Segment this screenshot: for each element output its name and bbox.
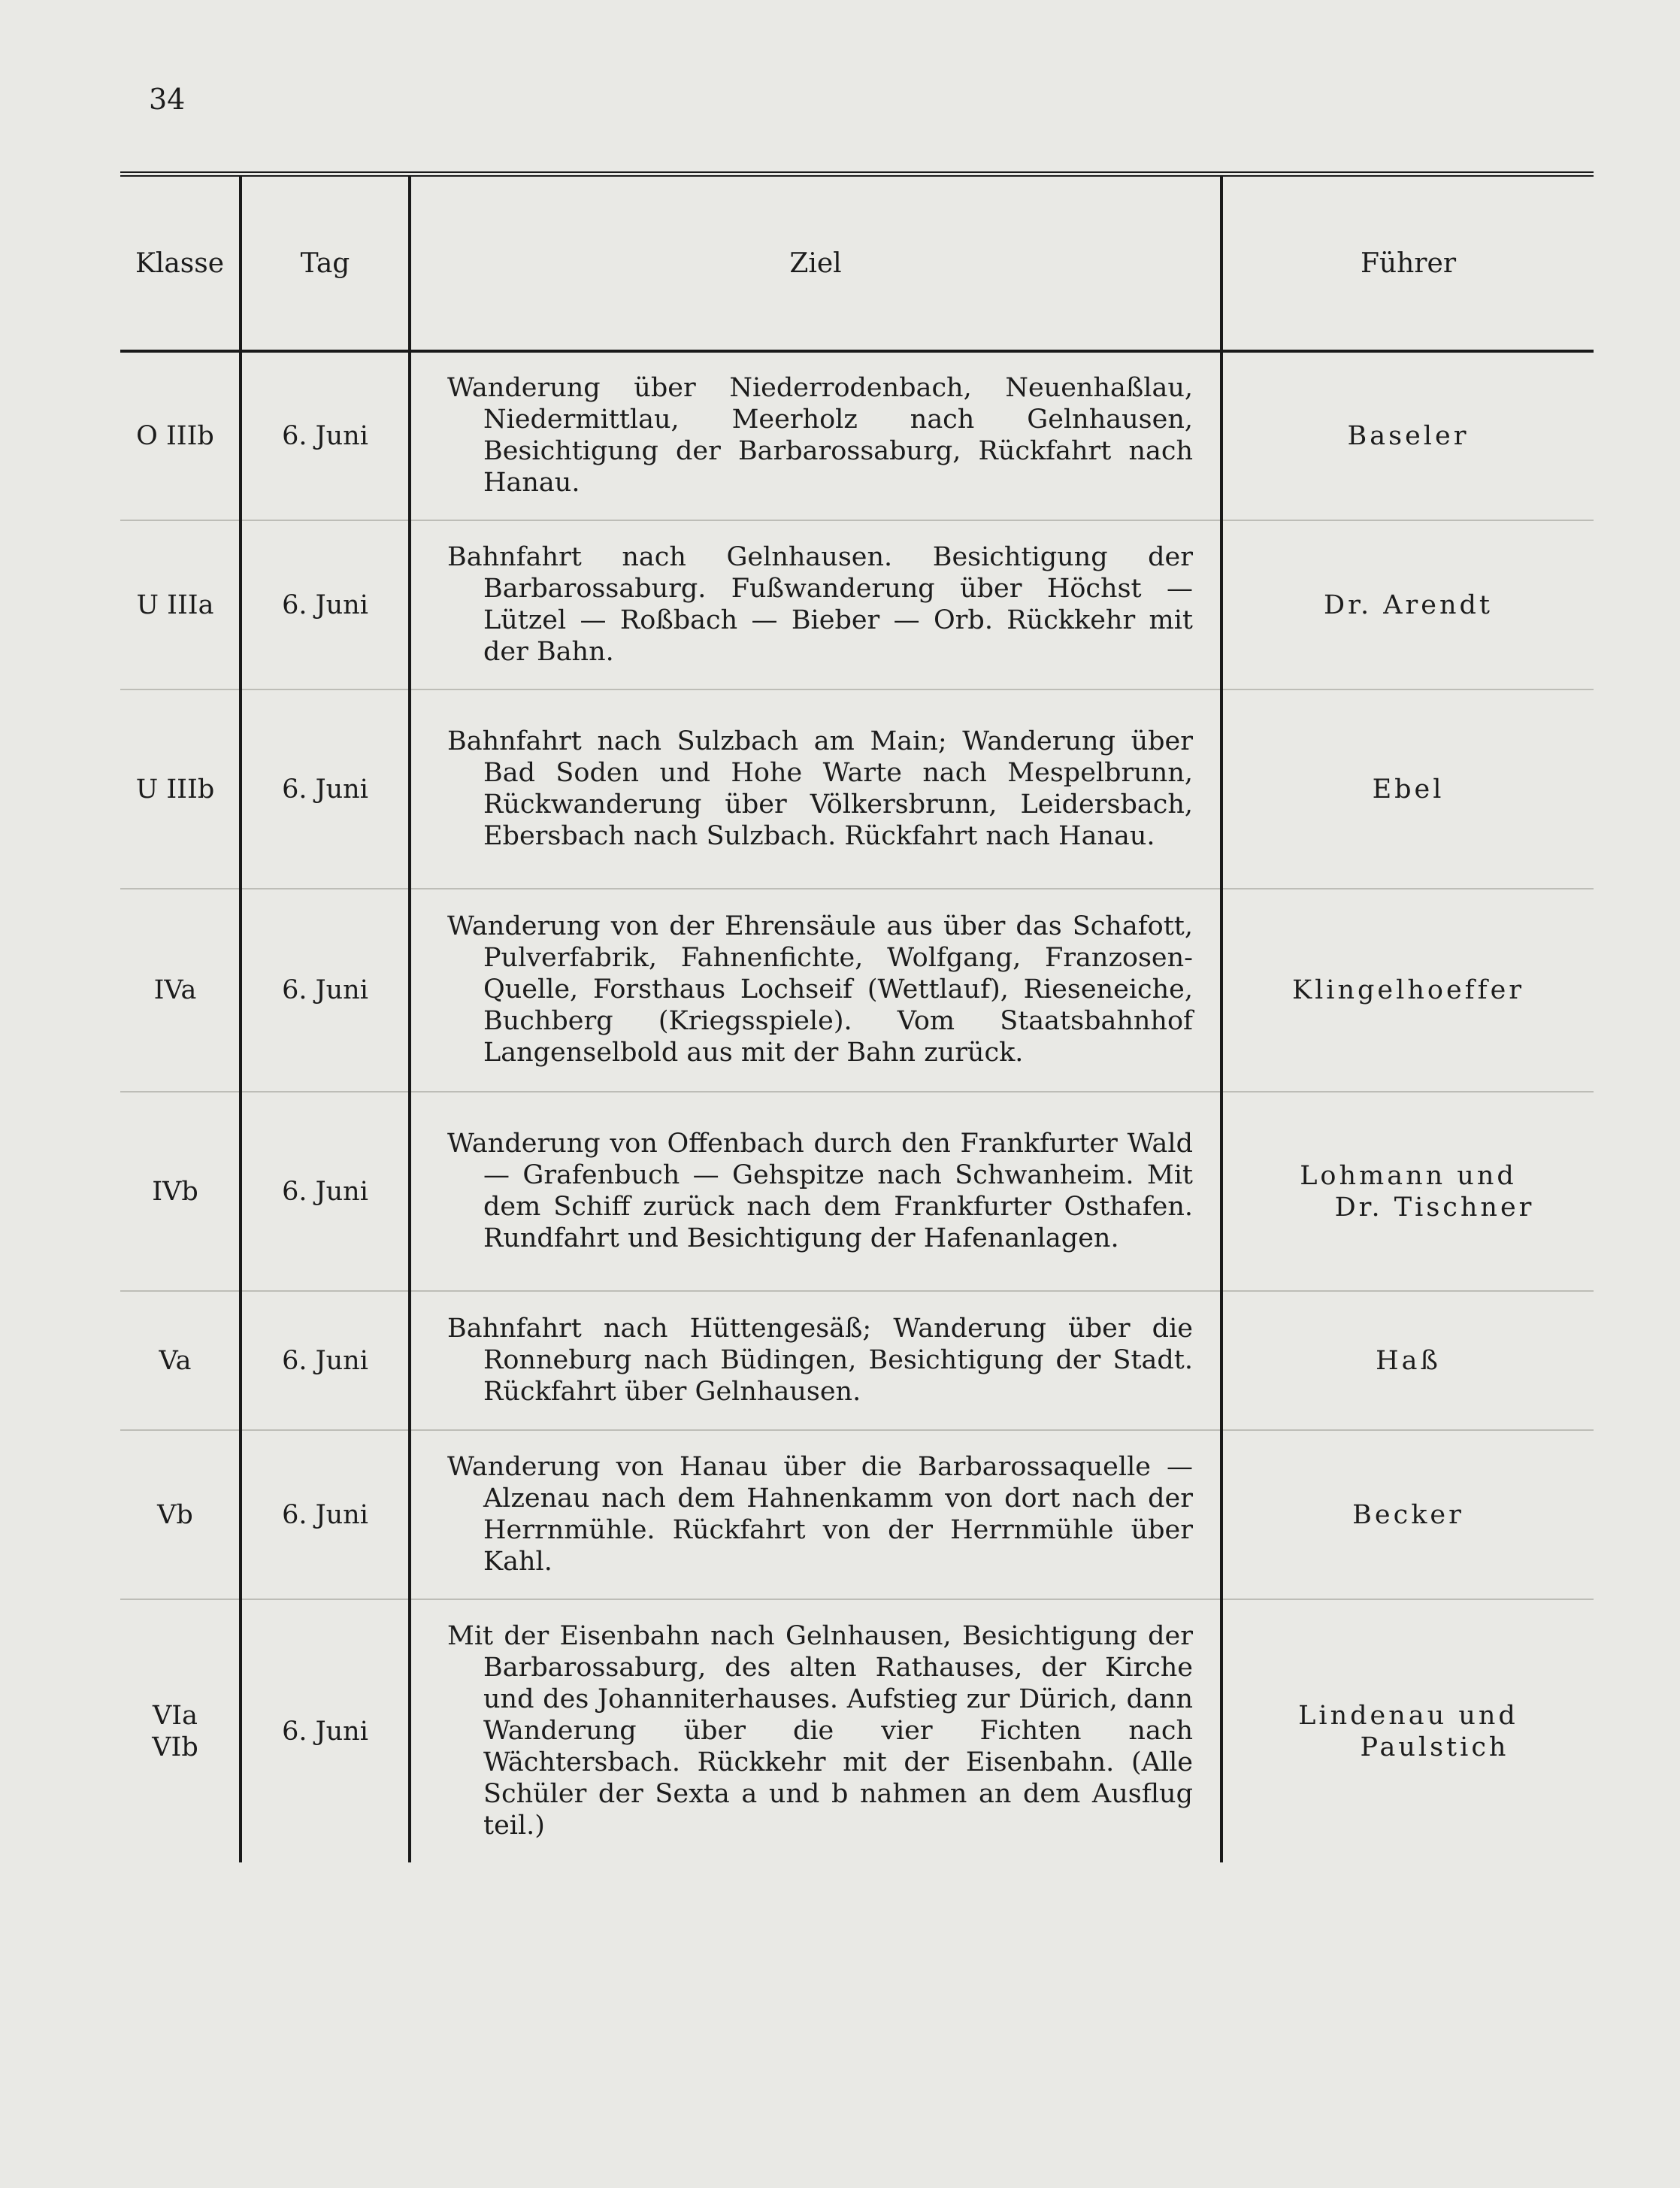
fuehrer-name: Becker	[1352, 1499, 1464, 1530]
cell-klasse	[120, 1291, 241, 1430]
table-row	[120, 889, 1594, 1092]
cell-tag: 6. Juni	[241, 1092, 410, 1291]
fuehrer-name: Baseler	[1347, 421, 1470, 451]
ziel-text: Mit der Eisenbahn nach Gelnhausen, Besichtigung der Barbarossaburg, des alten Rathauses, der Kirche und des Johanniterhauses. Aufstieg zur Dürich, dann Wanderung über die vier Fichten nach Wächtersbach. Rückkehr mit der Eisenbahn. (Alle Schüler der Sexta a und b nahmen an dem Ausflug teil.)	[447, 1620, 1193, 1841]
cell-fuehrer	[1221, 689, 1594, 889]
cell-fuehrer	[1221, 1092, 1594, 1291]
table-body	[120, 351, 1594, 1862]
table-row	[120, 520, 1594, 689]
ziel-text: Bahnfahrt nach Gelnhausen. Besichtigung der Barbarossaburg. Fußwanderung über Höchst — Lützel — Roßbach — Bieber — Orb. Rückkehr mit der Bahn.	[447, 541, 1193, 667]
fuehrer-name: Ebel	[1372, 774, 1445, 805]
klasse-label: U IIIb	[135, 774, 215, 805]
cell-ziel	[410, 1430, 1221, 1599]
header-tag: Tag	[241, 174, 410, 352]
fuehrer-name: Dr. Arendt	[1324, 589, 1493, 620]
fuehrer-name: Paulstich	[1360, 1732, 1509, 1762]
header-klasse: Klasse	[120, 174, 241, 352]
cell-klasse	[120, 889, 241, 1092]
cell-tag: 6. Juni	[241, 1430, 410, 1599]
klasse-label: VIb	[152, 1732, 198, 1762]
cell-klasse	[120, 1599, 241, 1862]
cell-tag: 6. Juni	[241, 1599, 410, 1862]
cell-fuehrer	[1221, 1430, 1594, 1599]
cell-klasse	[120, 351, 241, 520]
excursion-table-container	[120, 171, 1594, 1862]
table-row	[120, 1430, 1594, 1599]
excursion-table	[120, 171, 1594, 1862]
header-ziel: Ziel	[410, 174, 1221, 352]
ziel-text: Wanderung von Offenbach durch den Frankfurter Wald — Grafenbuch — Gehspitze nach Schwanheim. Mit dem Schiff zurück nach dem Frankfurter Osthafen. Rundfahrt und Besichtigung der Hafenanlagen.	[447, 1128, 1193, 1253]
klasse-label: IVa	[153, 975, 197, 1005]
fuehrer-name: Haß	[1376, 1345, 1441, 1376]
fuehrer-name: Klingelhoeffer	[1291, 975, 1525, 1005]
fuehrer-name: Lindenau und	[1298, 1700, 1518, 1731]
cell-tag: 6. Juni	[241, 889, 410, 1092]
cell-ziel	[410, 889, 1221, 1092]
cell-tag: 6. Juni	[241, 689, 410, 889]
klasse-label: Va	[159, 1345, 192, 1376]
table-row	[120, 1291, 1594, 1430]
cell-klasse	[120, 689, 241, 889]
cell-fuehrer	[1221, 889, 1594, 1092]
ziel-text: Bahnfahrt nach Sulzbach am Main; Wanderung über Bad Soden und Hohe Warte nach Mespelbrunn, Rückwanderung über Völkersbrunn, Leidersbach, Ebersbach nach Sulzbach. Rückfahrt nach Hanau.	[447, 726, 1193, 851]
cell-fuehrer	[1221, 351, 1594, 520]
page-number: 34	[149, 83, 186, 116]
cell-klasse	[120, 1430, 241, 1599]
table-row	[120, 689, 1594, 889]
klasse-label: IVb	[152, 1176, 198, 1207]
table-header-row	[120, 174, 1594, 352]
ziel-text: Wanderung von der Ehrensäule aus über das Schafott, Pulverfabrik, Fahnenfichte, Wolfgang, Franzosen-Quelle, Forsthaus Lochseif (Wettlauf), Rieseneiche, Buchberg (Kriegsspiele). Vom Staatsbahnhof Langenselbold aus mit der Bahn zurück.	[447, 911, 1193, 1068]
table-row	[120, 351, 1594, 520]
cell-klasse	[120, 1092, 241, 1291]
cell-ziel	[410, 520, 1221, 689]
cell-fuehrer	[1221, 1599, 1594, 1862]
ziel-text: Wanderung über Niederrodenbach, Neuenhaßlau, Niedermittlau, Meerholz nach Gelnhausen, Besichtigung der Barbarossaburg, Rückfahrt nach Hanau.	[447, 373, 1193, 498]
table-row	[120, 1599, 1594, 1862]
cell-tag: 6. Juni	[241, 351, 410, 520]
fuehrer-name: Lohmann und	[1300, 1160, 1517, 1191]
cell-ziel	[410, 689, 1221, 889]
cell-fuehrer	[1221, 1291, 1594, 1430]
klasse-label: Vb	[157, 1499, 193, 1530]
cell-ziel	[410, 351, 1221, 520]
klasse-label: VIa	[153, 1700, 198, 1731]
klasse-label: O IIIb	[136, 421, 214, 451]
ziel-text: Bahnfahrt nach Hüttengesäß; Wanderung über die Ronneburg nach Büdingen, Besichtigung der Stadt. Rückfahrt über Gelnhausen.	[447, 1313, 1193, 1407]
cell-ziel	[410, 1291, 1221, 1430]
cell-fuehrer	[1221, 520, 1594, 689]
ziel-text: Wanderung von Hanau über die Barbarossaquelle — Alzenau nach dem Hahnenkamm von dort nach der Herrnmühle. Rückfahrt von der Herrnmühle über Kahl.	[447, 1451, 1193, 1577]
fuehrer-name: Dr. Tischner	[1334, 1192, 1535, 1223]
cell-ziel	[410, 1599, 1221, 1862]
header-fuehrer: Führer	[1221, 174, 1594, 352]
cell-klasse	[120, 520, 241, 689]
cell-ziel	[410, 1092, 1221, 1291]
klasse-label: U IIIa	[136, 589, 214, 620]
cell-tag: 6. Juni	[241, 1291, 410, 1430]
table-row	[120, 1092, 1594, 1291]
cell-tag: 6. Juni	[241, 520, 410, 689]
